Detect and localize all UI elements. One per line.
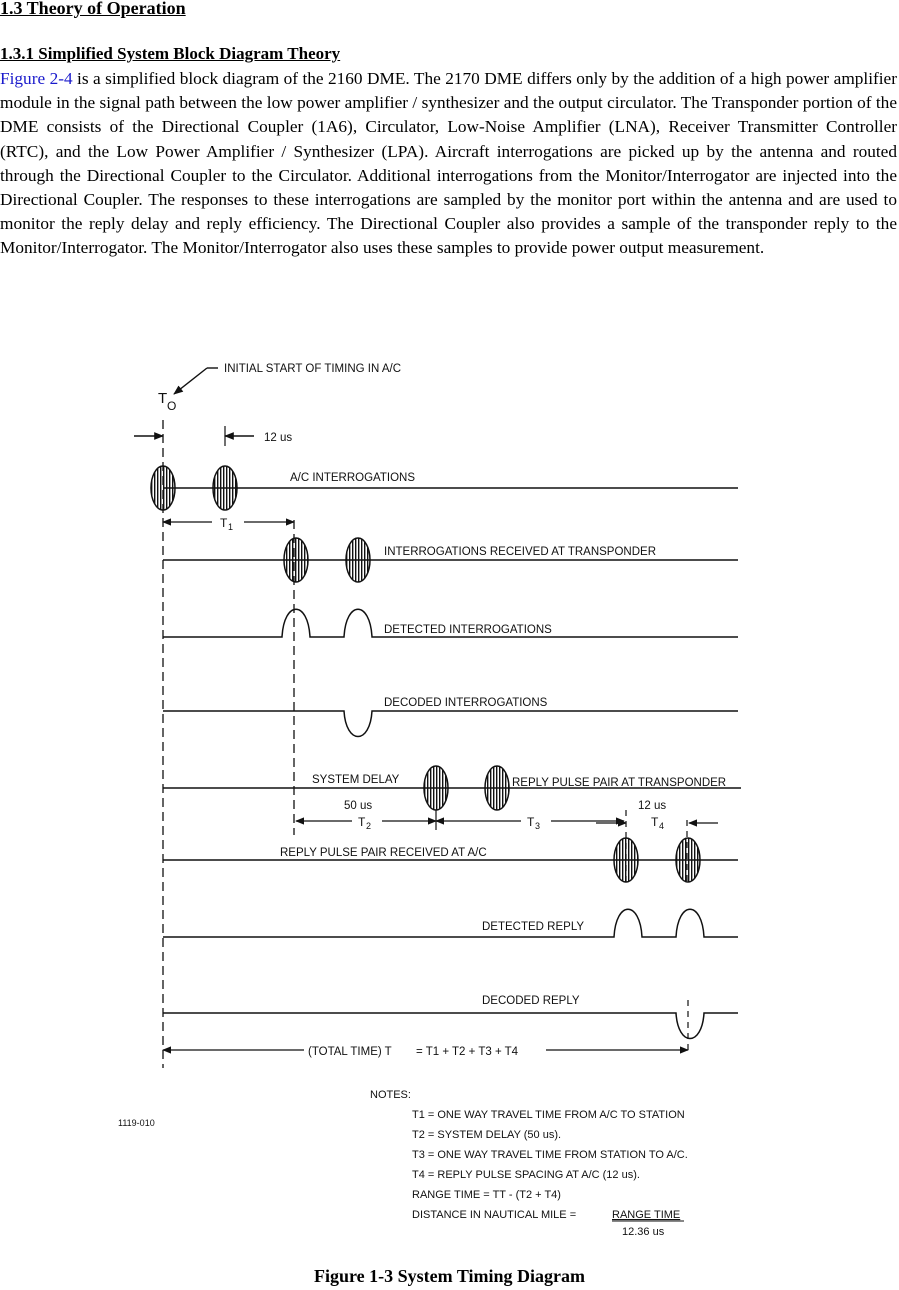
note-line: DISTANCE IN NAUTICAL MILE = xyxy=(412,1209,577,1221)
t0-label: T xyxy=(158,390,168,407)
reply-transponder-label: REPLY PULSE PAIR AT TRANSPONDER xyxy=(512,777,727,789)
reply-received-label: REPLY PULSE PAIR RECEIVED AT A/C xyxy=(280,847,487,859)
reply-pulse-2 xyxy=(485,766,509,810)
figure-link[interactable]: Figure 2-4 xyxy=(0,69,73,88)
detected-reply-label: DETECTED REPLY xyxy=(482,921,585,933)
ac-pulse-2 xyxy=(213,466,237,510)
delay-50-label: 50 us xyxy=(344,800,373,812)
ac-interrogations-label: A/C INTERROGATIONS xyxy=(290,472,416,484)
t0-leader xyxy=(174,368,207,394)
received-pulse-2 xyxy=(346,538,370,582)
section-heading: 1.3 Theory of Operation xyxy=(0,0,186,18)
t3-sub: 3 xyxy=(535,821,541,831)
initial-start-label: INITIAL START OF TIMING IN A/C xyxy=(224,363,401,375)
body-paragraph xyxy=(0,67,897,261)
t1-label: T xyxy=(220,516,228,530)
range-fraction-denominator: 12.36 us xyxy=(622,1226,665,1238)
decoded-reply-label: DECODED REPLY xyxy=(482,995,580,1007)
notes-title: NOTES: xyxy=(370,1089,411,1101)
received-label: INTERROGATIONS RECEIVED AT TRANSPONDER xyxy=(384,546,656,558)
note-line: T2 = SYSTEM DELAY (50 us). xyxy=(412,1129,562,1141)
figure-caption: Figure 1-3 System Timing Diagram xyxy=(314,1266,585,1286)
t3-label: T xyxy=(527,815,535,829)
range-fraction-numerator: RANGE TIME xyxy=(612,1209,681,1221)
drawing-number: 1119-010 xyxy=(118,1118,155,1128)
note-line: T3 = ONE WAY TRAVEL TIME FROM STATION TO A/C. xyxy=(412,1149,688,1161)
t2-label: T xyxy=(358,815,366,829)
total-time-equation: = T1 + T2 + T3 + T4 xyxy=(416,1046,519,1058)
detected-interrogations-label: DETECTED INTERROGATIONS xyxy=(384,624,552,636)
decoded-reply-trace xyxy=(163,1013,738,1039)
total-time-label: (TOTAL TIME) T xyxy=(308,1046,392,1058)
subsection-heading: 1.3.1 Simplified System Block Diagram Theory xyxy=(0,44,341,63)
t2-sub: 2 xyxy=(366,821,372,831)
t4-sub: 4 xyxy=(659,821,665,831)
spacing-top-label: 12 us xyxy=(264,432,293,444)
t0-sub: O xyxy=(167,399,177,413)
detected-reply-trace xyxy=(163,909,738,937)
decoded-interrogations-label: DECODED INTERROGATIONS xyxy=(384,697,548,709)
t1-sub: 1 xyxy=(228,522,234,532)
note-line: T4 = REPLY PULSE SPACING AT A/C (12 us). xyxy=(412,1169,640,1181)
spacing-reply-label: 12 us xyxy=(638,800,667,812)
t4-label: T xyxy=(651,815,659,829)
ac-pulse-1 xyxy=(151,466,175,510)
system-timing-diagram xyxy=(76,310,816,1265)
paragraph-text: is a simplified block diagram of the 2160 DME. The 2170 DME differs only by the addition of a high power amplifier module in the signal path between the low power amplifier / synthesizer and the output circulator. The Transponder portion of the DME consists of the Directional Coupler (1A6), Circulator, Low-Noise Amplifier (LNA), Receiver Transmitter Controller (RTC), and the Low Power Amplifier / Synthesizer (LPA). Aircraft interrogations are picked up by the antenna and routed through the Directional Coupler to the Circulator. Additional interrogations from the Monitor/Interrogator are injected into the Directional Coupler. The responses to these interrogations are sampled by the monitor port within the antenna and are used to monitor the reply delay and reply efficiency. The Directional Coupler also provides a sample of the transponder reply to the Monitor/Interrogator. The Monitor/Interrogator also uses these samples to provide power output measurement. xyxy=(0,69,897,258)
system-delay-label: SYSTEM DELAY xyxy=(312,774,400,786)
received-pulse-1 xyxy=(284,538,308,582)
note-line: RANGE TIME = TT - (T2 + T4) xyxy=(412,1189,561,1201)
reply-pulse-1 xyxy=(424,766,448,810)
reply-received-pulse-2 xyxy=(676,838,700,882)
note-line: T1 = ONE WAY TRAVEL TIME FROM A/C TO STATION xyxy=(412,1109,685,1121)
reply-received-pulse-1 xyxy=(614,838,638,882)
decoded-interrogations-trace xyxy=(163,711,738,737)
